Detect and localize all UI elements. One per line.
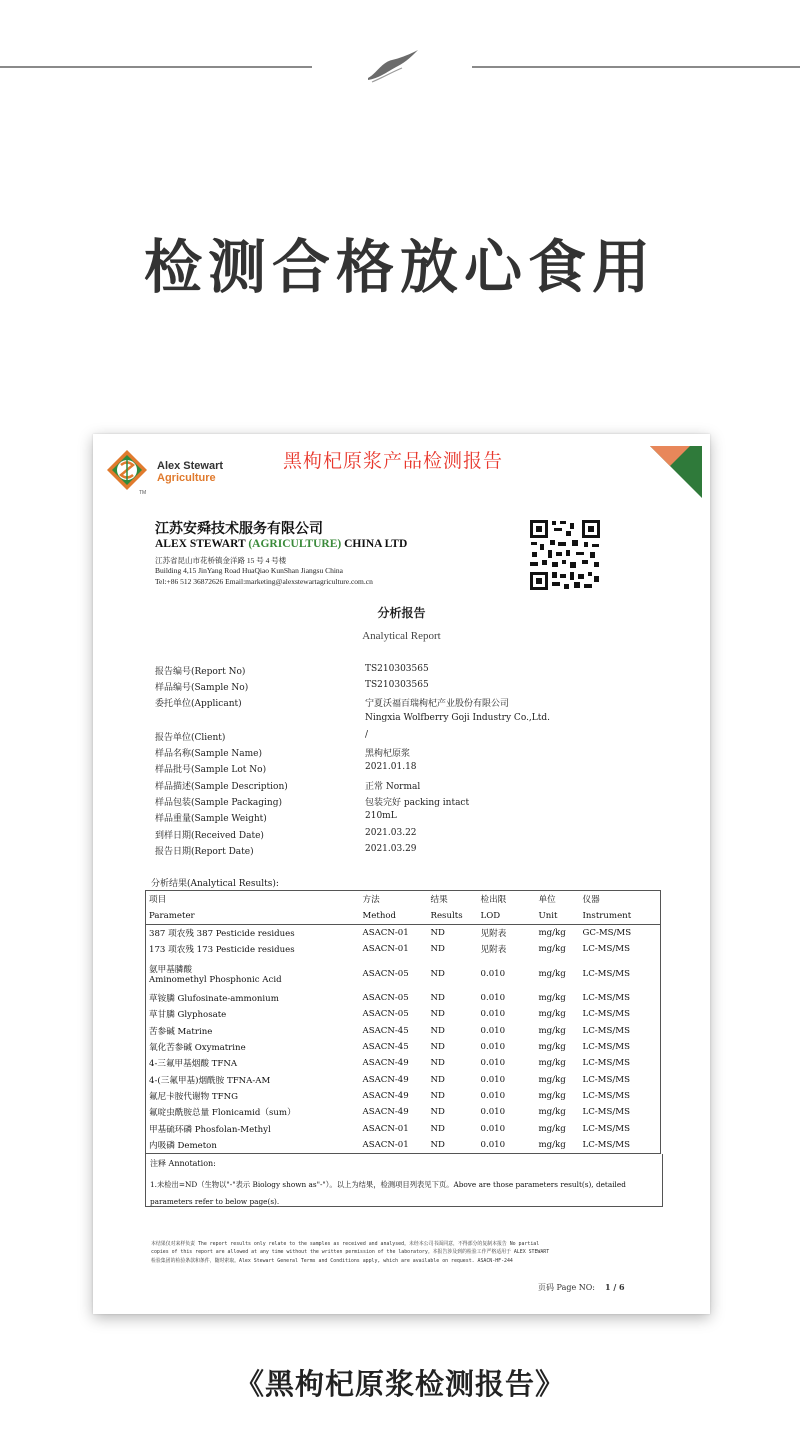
info-label: 报告编号(Report No) [155, 667, 246, 677]
table-row [146, 1039, 661, 1055]
logo-line-1: Alex Stewart [157, 460, 224, 472]
cell-unit: mg/kg [538, 1025, 566, 1036]
table-header-row-en [146, 907, 661, 924]
info-value: TS210303565 [365, 664, 429, 674]
cell-unit: mg/kg [538, 1107, 566, 1118]
cell-result: ND [430, 1025, 445, 1036]
company-name-cn: 江苏安舜技术服务有限公司 [155, 521, 323, 537]
info-value: 黑枸杞原浆 [365, 749, 411, 759]
cell-method: ASACN-05 [362, 968, 409, 979]
cell-lod: 0.010 [480, 992, 506, 1003]
cell-method: ASACN-05 [362, 992, 409, 1003]
cell-parameter: 387 项农残 387 Pesticide residues [149, 928, 295, 939]
cell-unit: mg/kg [538, 1009, 566, 1020]
info-value: Ningxia Wolfberry Goji Industry Co.,Ltd. [365, 713, 551, 723]
info-label: 样品描述(Sample Description) [155, 782, 288, 792]
table-row [146, 1006, 661, 1022]
contact-line: Tel:+86 512 36872626 Email:marketing@alexstewartagriculture.com.cn [155, 577, 373, 586]
cell-result: ND [430, 944, 445, 955]
info-value: 包装完好 packing intact [365, 798, 470, 808]
disclaimer-line-3: 检验集团的检验条款和条件，随时索取。Alex Stewart General Terms and Conditions apply, which are available on request. ASACN-HF-244 [151, 1257, 513, 1264]
cell-unit: mg/kg [538, 968, 566, 979]
info-label: 样品编号(Sample No) [155, 683, 249, 693]
cell-instrument: LC-MS/MS [582, 1140, 630, 1151]
cell-parameter: 氧化苦参碱 Oxymatrine [149, 1042, 246, 1053]
address-cn: 江苏省昆山市花桥镇金洋路 15 号 4 号楼 [155, 556, 287, 565]
header-instrument-cn: 仪器 [582, 895, 600, 906]
table-row [146, 1137, 661, 1154]
table-row [146, 1022, 661, 1038]
header-method-cn: 方法 [362, 895, 380, 906]
company-en-part-1: ALEX STEWART [155, 538, 249, 550]
header-lod-en: LOD [478, 907, 536, 924]
cell-parameter: 甲基硫环磷 Phosfolan-Methyl [149, 1124, 271, 1135]
cell-method: ASACN-01 [362, 944, 409, 955]
table-row [146, 1072, 661, 1088]
info-value: 210mL [365, 811, 397, 821]
cell-result: ND [430, 1123, 445, 1134]
bottom-caption: 《黑枸杞原浆检测报告》 [234, 1367, 565, 1401]
cell-unit: mg/kg [538, 1058, 566, 1069]
cell-parameter [146, 958, 360, 990]
table-row [146, 958, 661, 990]
header-method-en: Method [360, 907, 428, 924]
cell-parameter-line-1: 氨甲基膦酸 [149, 964, 192, 975]
cell-lod: 见附表 [480, 928, 507, 939]
info-label: 样品批号(Sample Lot No) [155, 765, 267, 775]
cell-lod: 0.010 [480, 1074, 506, 1085]
logo-line-2: Agriculture [157, 472, 216, 484]
header-results-cn: 结果 [430, 895, 448, 906]
cell-method: ASACN-49 [362, 1058, 409, 1069]
cell-parameter-line-2: Aminomethyl Phosphonic Acid [149, 974, 282, 985]
cell-method: ASACN-01 [362, 1140, 409, 1151]
info-label: 样品名称(Sample Name) [155, 749, 263, 759]
cell-method: ASACN-49 [362, 1107, 409, 1118]
results-caption: 分析结果(Analytical Results): [151, 879, 279, 889]
header-unit-cn: 单位 [538, 895, 556, 906]
cell-result: ND [430, 1091, 445, 1102]
cell-unit: mg/kg [538, 1091, 566, 1102]
divider-line-left [0, 66, 312, 68]
header-parameter-en: Parameter [146, 907, 360, 924]
company-name-en [155, 538, 407, 550]
cell-parameter: 草铵膦 Glufosinate-ammonium [149, 993, 279, 1004]
cell-result: ND [430, 927, 445, 938]
cell-method: ASACN-45 [362, 1025, 409, 1036]
page-headline: 检测合格放心食用 [143, 233, 656, 301]
cell-parameter: 氟啶虫酰胺总量 Flonicamid（sum） [149, 1108, 296, 1119]
table-row [146, 990, 661, 1006]
header-unit-en: Unit [536, 907, 580, 924]
cell-lod: 0.010 [480, 1123, 506, 1134]
disclaimer-line-2: copies of this report are allowed at any time without the written permission of the laboratory。本报告涉及到的检验工作严格适用于 ALEX STEWART [151, 1249, 550, 1256]
table-row [146, 1104, 661, 1120]
header-results-en: Results [428, 907, 478, 924]
cell-unit: mg/kg [538, 1041, 566, 1052]
cell-instrument: LC-MS/MS [582, 1107, 630, 1118]
table-header-row-cn [146, 891, 661, 908]
cell-result: ND [430, 1009, 445, 1020]
company-en-part-2: (AGRICULTURE) [248, 538, 342, 550]
cell-lod: 0.010 [480, 1091, 506, 1102]
info-value: 宁夏沃福百瑞枸杞产业股份有限公司 [365, 699, 510, 709]
info-value: 2021.03.22 [365, 828, 417, 838]
disclaimer-fine-print [151, 1240, 651, 1265]
cell-instrument: LC-MS/MS [582, 1009, 630, 1020]
corner-triangle-icon [650, 446, 702, 498]
cell-lod: 0.010 [480, 1009, 506, 1020]
cell-instrument: LC-MS/MS [582, 968, 630, 979]
cell-unit: mg/kg [538, 992, 566, 1003]
cell-result: ND [430, 1074, 445, 1085]
info-label: 报告单位(Client) [155, 733, 226, 743]
annotation-line-2: parameters refer to below page(s). [150, 1197, 280, 1206]
cell-lod: 0.010 [480, 968, 506, 979]
cell-result: ND [430, 1058, 445, 1069]
cell-unit: mg/kg [538, 1074, 566, 1085]
cell-method: ASACN-45 [362, 1041, 409, 1052]
cell-instrument: LC-MS/MS [582, 1074, 630, 1085]
table-row [146, 1055, 661, 1071]
cell-method: ASACN-05 [362, 1009, 409, 1020]
cell-parameter: 内吸磷 Demeton [149, 1141, 217, 1152]
section-title-en: Analytical Report [362, 630, 441, 642]
annotation-body [150, 1176, 658, 1210]
cell-result: ND [430, 992, 445, 1003]
table-row [146, 1121, 661, 1137]
cell-lod: 0.010 [480, 1058, 506, 1069]
info-value: 2021.03.29 [365, 844, 417, 854]
info-label: 样品重量(Sample Weight) [155, 814, 267, 824]
cell-unit: mg/kg [538, 1123, 566, 1134]
disclaimer-line-1: 本结果仅对来样负责 The report results only relate to the samples as received and analysed。未经本公司书面同意，不得部分的复制本报告 No partial [151, 1241, 540, 1247]
cell-method: ASACN-01 [362, 1123, 409, 1134]
logo-wordmark [157, 460, 223, 484]
info-label: 样品包装(Sample Packaging) [155, 798, 282, 808]
qr-code-icon [528, 518, 602, 592]
company-en-part-3: CHINA LTD [341, 538, 408, 550]
cell-instrument: LC-MS/MS [582, 1091, 630, 1102]
cell-method: ASACN-49 [362, 1091, 409, 1102]
cell-parameter: 苦参碱 Matrine [149, 1026, 213, 1037]
table-row [146, 924, 661, 941]
cell-instrument: LC-MS/MS [582, 1041, 630, 1052]
divider-line-right [472, 66, 800, 68]
cell-parameter: 氟尼卡胺代谢物 TFNG [149, 1092, 238, 1103]
cell-unit: mg/kg [538, 927, 566, 938]
cell-result: ND [430, 1041, 445, 1052]
alex-stewart-logo-icon [105, 448, 149, 492]
cell-instrument: LC-MS/MS [582, 1025, 630, 1036]
info-label: 到样日期(Received Date) [155, 831, 264, 841]
cell-lod: 0.010 [480, 1107, 506, 1118]
report-title: 黑枸杞原浆产品检测报告 [283, 450, 504, 472]
cell-unit: mg/kg [538, 944, 566, 955]
table-row [146, 1088, 661, 1104]
cell-lod: 0.010 [480, 1140, 506, 1151]
cell-result: ND [430, 1107, 445, 1118]
info-value: 正常 Normal [365, 782, 421, 792]
section-title-cn: 分析报告 [377, 606, 426, 620]
cell-result: ND [430, 968, 445, 979]
info-label: 报告日期(Report Date) [155, 847, 254, 857]
header-instrument-en: Instrument [580, 907, 661, 924]
cell-parameter: 173 项农残 173 Pesticide residues [149, 945, 295, 956]
cell-parameter: 草甘膦 Glyphosate [149, 1010, 227, 1021]
report-document [93, 434, 710, 1314]
annotation-line-1: 1.未检出=ND（生物以"-"表示 Biology shown as"-"）。以上为结果，检测项目列表见下页。Above are those parameters result(s), detailed [150, 1180, 626, 1189]
address-en: Building 4,15 JinYang Road HuaQiao KunShan Jiangsu China [155, 566, 343, 575]
annotation-title: 注释 Annotation: [150, 1159, 216, 1168]
header-lod-cn: 检出限 [480, 895, 507, 906]
cell-instrument: LC-MS/MS [582, 992, 630, 1003]
cell-lod: 0.010 [480, 1041, 506, 1052]
cell-instrument: GC-MS/MS [582, 927, 632, 938]
info-value: TS210303565 [365, 680, 429, 690]
logo-trademark: TM [139, 490, 147, 496]
annotation-box [145, 1154, 663, 1207]
info-label: 委托单位(Applicant) [155, 699, 242, 709]
cell-parameter: 4-(三氟甲基)烟酰胺 TFNA-AM [149, 1075, 271, 1086]
cell-method: ASACN-49 [362, 1074, 409, 1085]
header-parameter-cn: 项目 [149, 895, 167, 906]
cell-lod: 0.010 [480, 1025, 506, 1036]
cell-lod: 见附表 [480, 945, 507, 956]
brush-stroke-icon [362, 44, 426, 86]
cell-unit: mg/kg [538, 1140, 566, 1151]
cell-instrument: LC-MS/MS [582, 944, 630, 955]
results-table [145, 890, 661, 1154]
cell-instrument: LC-MS/MS [582, 1058, 630, 1069]
table-row [146, 941, 661, 957]
page-number: 1 / 6 [605, 1282, 625, 1292]
cell-method: ASACN-01 [362, 927, 409, 938]
cell-instrument: LC-MS/MS [582, 1123, 630, 1134]
page-indicator [538, 1282, 625, 1293]
cell-parameter: 4-三氟甲基烟酸 TFNA [149, 1059, 238, 1070]
page-label: 页码 Page NO: [538, 1283, 595, 1292]
cell-result: ND [430, 1140, 445, 1151]
info-value: 2021.01.18 [365, 762, 417, 772]
info-value: / [365, 730, 369, 740]
